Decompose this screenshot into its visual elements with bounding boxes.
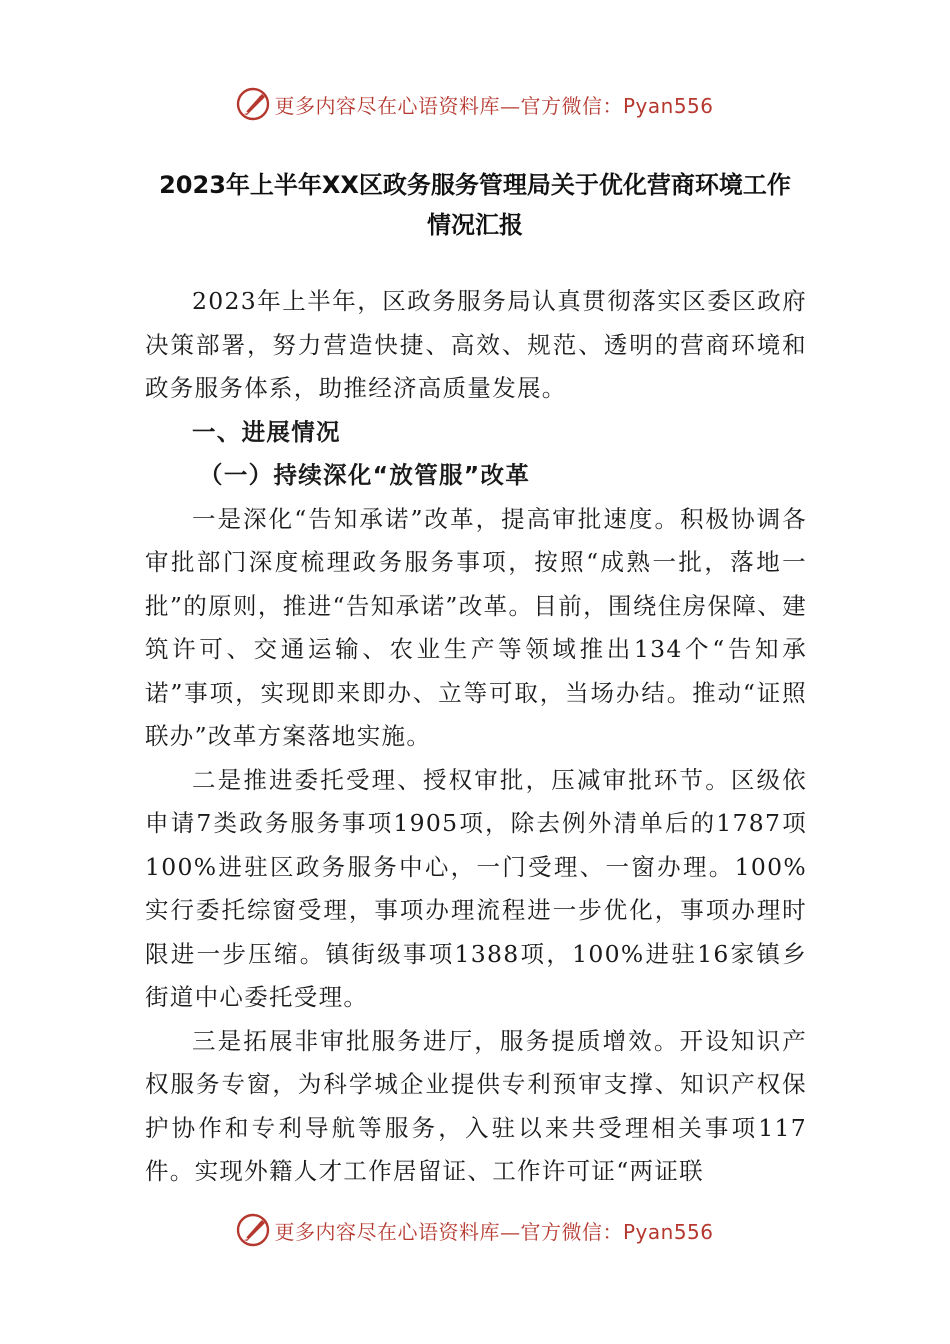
- pen-logo-icon: [236, 87, 270, 121]
- intro-paragraph: 2023年上半年，区政务服务局认真贯彻落实区委区政府决策部署，努力营造快捷、高效、规范、透明的营商环境和政务服务体系，助推经济高质量发展。: [145, 287, 807, 402]
- subsection-heading: （一）持续深化“放管服”改革: [199, 461, 531, 489]
- section-heading: 一、进展情况: [192, 417, 341, 446]
- watermark-id: Pyan556: [622, 93, 714, 118]
- watermark-text: [274, 90, 713, 119]
- watermark-id: Pyan556: [622, 1219, 714, 1244]
- body-paragraph-2: 二是推进委托受理、授权审批，压减审批环节。区级依申请7类政务服务事项1905项，除去例外清单后的1787项100%进驻区政务服务中心，一门受理、一窗办理。100%实行委托综窗受理，事项办理流程进一步优化，事项办理时限进一步压缩。镇街级事项1388项，100%进驻16家镇乡街道中心委托受理。: [145, 765, 807, 1011]
- watermark-prefix: 更多内容尽在心语资料库—官方微信：: [274, 93, 623, 118]
- watermark-banner-top: [0, 84, 950, 124]
- watermark-text: [274, 1216, 713, 1245]
- title-line-1: 2023年上半年XX区政务服务管理局关于优化营商环境工作: [159, 171, 791, 199]
- body-paragraph-1: 一是深化“告知承诺”改革，提高审批速度。积极协调各审批部门深度梳理政务服务事项，按照“成熟一批，落地一批”的原则，推进“告知承诺”改革。目前，围绕住房保障、建筑许可、交通运输、农业生产等领域推出134个“告知承诺”事项，实现即来即办、立等可取，当场办结。推动“证照联办”改革方案落地实施。: [145, 504, 807, 750]
- document-title: [130, 165, 820, 245]
- body-paragraph-3: 三是拓展非审批服务进厅，服务提质增效。开设知识产权服务专窗，为科学城企业提供专利预审支撑、知识产权保护协作和专利导航等服务，入驻以来共受理相关事项117件。实现外籍人才工作居留证、工作许可证“两证联: [145, 1026, 807, 1185]
- document-body: [145, 280, 807, 1194]
- watermark-banner-bottom: [0, 1210, 950, 1250]
- watermark-prefix: 更多内容尽在心语资料库—官方微信：: [274, 1219, 623, 1244]
- title-line-2: 情况汇报: [427, 211, 523, 239]
- pen-logo-icon: [236, 1213, 270, 1247]
